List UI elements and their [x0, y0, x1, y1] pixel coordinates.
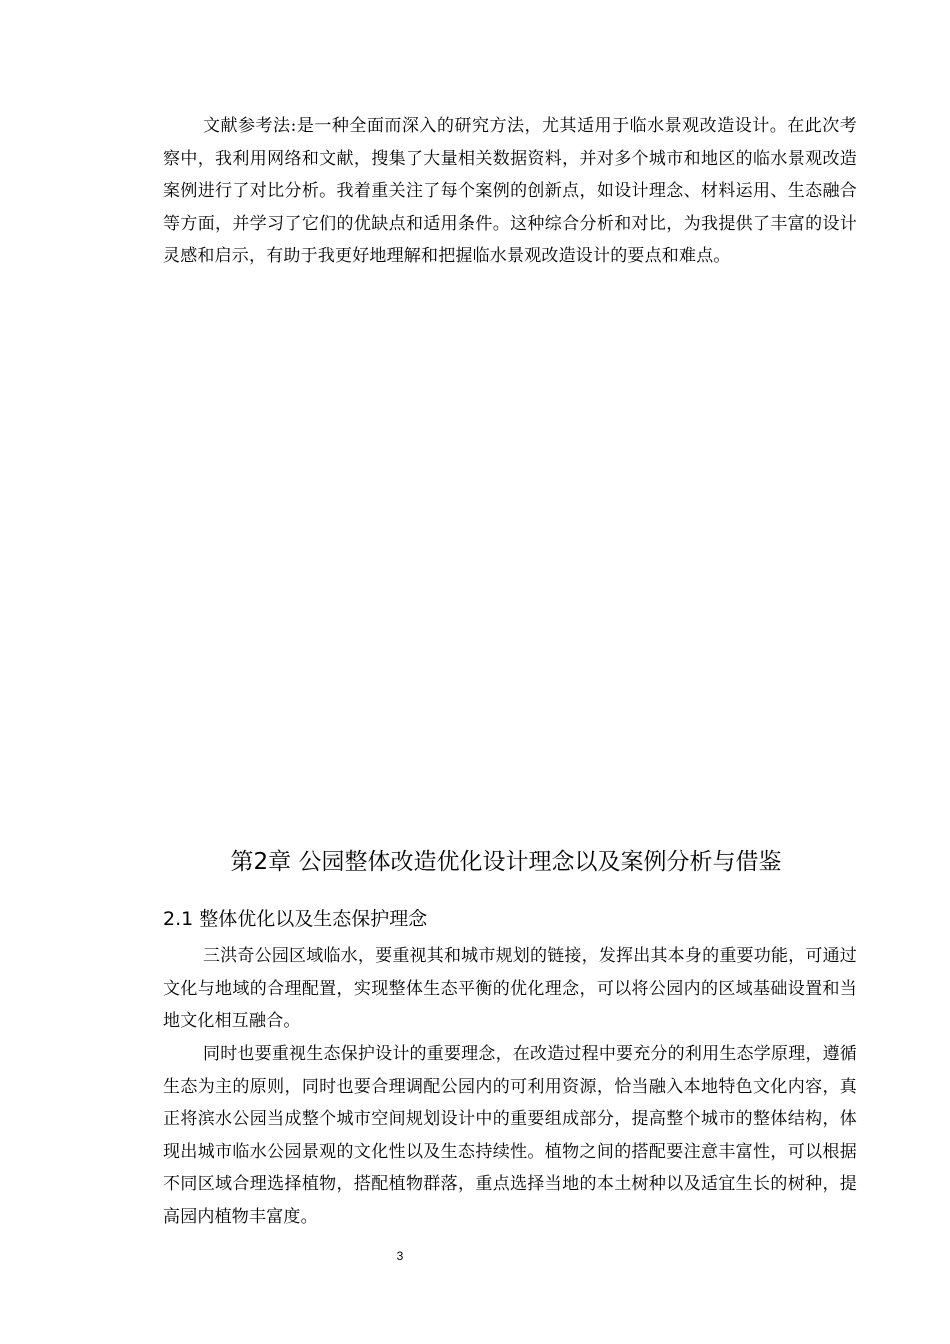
intro-paragraph: 文献参考法:是一种全面而深入的研究方法，尤其适用于临水景观改造设计。在此次考察中，我利用网络和文献，搜集了大量相关数据资料，并对多个城市和地区的临水景观改造案例进行了对比分析。我着重关注了每个案例的创新点，如设计理念、材料运用、生态融合等方面，并学习了它们的优缺点和适用条件。这种综合分析和对比，为我提供了丰富的设计灵感和启示，有助于我更好地理解和把握临水景观改造设计的要点和难点。	[163, 116, 857, 267]
section-title: 2.1 整体优化以及生态保护理念	[163, 908, 428, 930]
chapter-title: 第2章 公园整体改造优化设计理念以及案例分析与借鉴	[230, 849, 782, 875]
page-number: 3	[396, 1249, 404, 1263]
body-paragraph-2: 同时也要重视生态保护设计的重要理念，在改造过程中要充分的利用生态学原理，遵循生态为主的原则，同时也要合理调配公园内的可利用资源，恰当融入本地特色文化内容，真正将滨水公园当成整个城市空间规划设计中的重要组成部分，提高整个城市的整体结构，体现出城市临水公园景观的文化性以及生态持续性。植物之间的搭配要注意丰富性，可以根据不同区域合理选择植物，搭配植物群落，重点选择当地的本土树种以及适宜生长的树种，提高园内植物丰富度。	[163, 1044, 857, 1227]
body-paragraph-1: 三洪奇公园区域临水，要重视其和城市规划的链接，发挥出其本身的重要功能，可通过文化与地域的合理配置，实现整体生态平衡的优化理念，可以将公园内的区域基础设置和当地文化相互融合。	[163, 946, 857, 1032]
